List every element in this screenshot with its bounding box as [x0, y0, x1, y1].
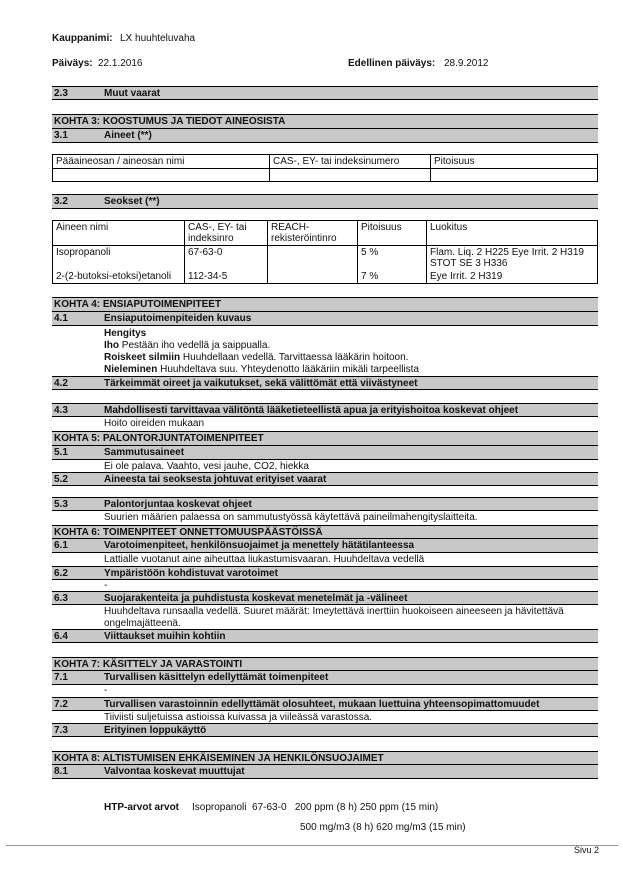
table-cell	[431, 169, 598, 182]
eye-first-aid	[104, 352, 408, 363]
section-number: 5.1	[54, 447, 68, 458]
table-cell: 5 %	[358, 246, 427, 271]
date-value: 22.1.2016	[98, 58, 143, 69]
htp-line-1: Isopropanoli 67-63-0 200 ppm (8 h) 250 ppm (15 min)	[192, 802, 439, 813]
section-title: Erityinen loppukäyttö	[104, 725, 207, 736]
subsection-8-1	[52, 765, 598, 779]
table-cell: 2-(2-butoksi-etoksi)etanoli	[53, 270, 185, 284]
section-8-header	[52, 751, 598, 765]
table-cell: Isopropanoli	[53, 246, 185, 271]
table-row	[53, 169, 598, 182]
section-title: Mahdollisesti tarvittavaa välitöntä lääketieteellistä apua ja erityishoitoa koskevat ohjeet	[104, 405, 519, 416]
section-number: 7.2	[54, 699, 68, 710]
subsection-4-3	[52, 403, 598, 417]
section-title: Valvontaa koskevat muuttujat	[104, 766, 245, 777]
subsection-3-1	[52, 128, 598, 143]
section-number: 6.2	[54, 568, 68, 579]
mixtures-table	[52, 220, 598, 284]
section-number: 8.1	[54, 766, 68, 777]
body-text: Ei ole palava. Vaahto, vesi jauhe, CO2, hiekka	[104, 461, 309, 472]
table-header-cell: Aineen nimi	[53, 221, 185, 246]
body-text: Hoito oireiden mukaan	[104, 418, 205, 429]
section-number: 6.3	[54, 593, 68, 604]
section-5-header	[52, 431, 598, 446]
section-heading: KOHTA 7: KÄSITTELY JA VARASTOINTI	[54, 659, 243, 670]
subsection-4-2	[52, 376, 598, 390]
table-header-cell: Pääaineosan / aineosan nimi	[53, 155, 270, 169]
section-number: 3.1	[54, 130, 68, 141]
subsection-6-3	[52, 591, 598, 605]
section-title: Ensiaputoimenpiteiden kuvaus	[104, 313, 252, 324]
section-heading: KOHTA 8: ALTISTUMISEN EHKÄISEMINEN JA HENKILÖNSUOJAIMET	[54, 753, 384, 764]
section-number: 5.3	[54, 499, 68, 510]
section-heading: KOHTA 3: KOOSTUMUS JA TIEDOT AINEOSISTA	[54, 116, 286, 127]
htp-label: HTP-arvot arvot	[104, 802, 180, 813]
section-number: 4.2	[54, 378, 68, 389]
subsection-4-1	[52, 312, 598, 326]
section-title: Aineesta tai seoksesta johtuvat erityiset vaarat	[104, 474, 327, 485]
subsection-6-1	[52, 539, 598, 553]
ingestion-label: Nieleminen	[104, 364, 158, 375]
section-title: Sammutusaineet	[104, 447, 185, 458]
section-number: 4.3	[54, 405, 68, 416]
section-heading: KOHTA 5: PALONTORJUNTATOIMENPITEET	[54, 433, 264, 444]
table-header-cell: CAS-, EY- tai indeksinumero	[270, 155, 431, 169]
subsection-6-2	[52, 566, 598, 580]
body-text: -	[104, 580, 108, 591]
table-header-cell: Pitoisuus	[431, 155, 598, 169]
date-label: Päiväys:	[52, 58, 93, 69]
table-header-cell: Luokitus	[427, 221, 598, 246]
prev-date-label: Edellinen päiväys:	[348, 58, 436, 69]
table-cell	[268, 270, 358, 284]
body-text: Suurien määrien palaessa on sammutustyössä käytettävä paineilmahengityslaitteita.	[104, 512, 478, 523]
section-title: Seokset (**)	[104, 196, 160, 207]
table-cell	[268, 246, 358, 271]
subsection-7-1	[52, 671, 598, 685]
ingestion-first-aid	[104, 364, 419, 375]
table-row	[53, 246, 598, 271]
section-title: Tärkeimmät oireet ja vaikutukset, sekä välittömät että viivästyneet	[104, 378, 418, 389]
section-title: Palontorjuntaa koskevat ohjeet	[104, 499, 252, 510]
section-heading: KOHTA 6: TOIMENPITEET ONNETTOMUUSPÄÄSTÖISSÄ	[54, 527, 323, 538]
section-number: 6.4	[54, 631, 68, 642]
section-number: 2.3	[54, 88, 68, 99]
section-3-header	[52, 114, 598, 128]
table-header-row	[53, 221, 598, 246]
page-number: Sivu 2	[574, 845, 600, 855]
section-2-3-bar	[52, 86, 598, 100]
table-row	[53, 270, 598, 284]
eye-label: Roiskeet silmiin	[104, 352, 181, 363]
section-7-header	[52, 657, 598, 671]
subsection-3-2	[52, 194, 598, 209]
skin-first-aid	[104, 340, 270, 351]
section-number: 6.1	[54, 540, 68, 551]
skin-text: Pestään iho vedellä ja saippualla.	[121, 340, 271, 351]
table-header-cell: CAS-, EY- tai indeksinro	[185, 221, 268, 246]
section-number: 5.2	[54, 474, 68, 485]
body-text: Tiiviisti suljetuissa astioissa kuivassa ja viileässä varastossa.	[104, 712, 373, 723]
section-title: Turvallisen varastoinnin edellyttämät olosuhteet, mukaan luettuina yhteensopimattomuudet	[104, 699, 540, 710]
section-title: Muut vaarat	[104, 88, 161, 99]
eye-text: Huuhdellaan vedellä. Tarvittaessa lääkärin hoitoon.	[182, 352, 409, 363]
subsection-6-4	[52, 629, 598, 643]
section-title: Ympäristöön kohdistuvat varotoimet	[104, 568, 278, 579]
section-title: Suojarakenteita ja puhdistusta koskevat menetelmät ja -välineet	[104, 593, 408, 604]
body-text: ongelmajätteenä.	[104, 618, 181, 629]
htp-line-2: 500 mg/m3 (8 h) 620 mg/m3 (15 min)	[300, 822, 466, 833]
body-text: Huuhdeltava runsaalla vedellä. Suuret määrät: Imeytettävä inerttiin huokoiseen aineeseen ja hävitettävä	[104, 606, 564, 617]
table-cell: Flam. Liq. 2 H225 Eye Irrit. 2 H319 STOT SE 3 H336	[427, 246, 598, 271]
section-title: Viittaukset muihin kohtiin	[104, 631, 226, 642]
section-title: Turvallisen käsittelyn edellyttämät toimenpiteet	[104, 672, 329, 683]
subsection-5-2	[52, 472, 598, 486]
body-text: -	[104, 685, 108, 696]
hengitys-label: Hengitys	[104, 328, 147, 339]
table-cell: Eye Irrit. 2 H319	[427, 270, 598, 284]
section-title: Aineet (**)	[104, 130, 152, 141]
prev-date-value: 28.9.2012	[444, 58, 489, 69]
table-cell: 7 %	[358, 270, 427, 284]
subsection-5-1	[52, 446, 598, 460]
section-number: 3.2	[54, 196, 68, 207]
table-header-cell: Pitoisuus	[358, 221, 427, 246]
subsection-7-2	[52, 697, 598, 711]
section-number: 4.1	[54, 313, 68, 324]
section-6-header	[52, 525, 598, 539]
section-heading: KOHTA 4: ENSIAPUTOIMENPITEET	[54, 299, 222, 310]
table-cell: 112-34-5	[185, 270, 268, 284]
section-number: 7.3	[54, 725, 68, 736]
substances-table	[52, 154, 598, 182]
table-cell: 67-63-0	[185, 246, 268, 271]
section-title: Varotoimenpiteet, henkilönsuojaimet ja menettely hätätilanteessa	[104, 540, 415, 551]
product-name: LX huuhteluvaha	[120, 33, 196, 44]
footer-divider	[6, 845, 618, 846]
section-number: 7.1	[54, 672, 68, 683]
ingestion-text: Huuhdeltava suu. Yhteydenotto lääkäriin mikäli tarpeellista	[160, 364, 419, 375]
table-header-cell: REACH-rekisteröintinro	[268, 221, 358, 246]
product-label: Kauppanimi:	[52, 33, 113, 44]
table-header-row	[53, 155, 598, 169]
subsection-7-3	[52, 723, 598, 737]
table-cell	[53, 169, 270, 182]
table-cell	[270, 169, 431, 182]
subsection-5-3	[52, 497, 598, 511]
body-text: Lattialle vuotanut aine aiheuttaa liukastumisvaaran. Huuhdeltava vedellä	[104, 554, 425, 565]
section-4-header	[52, 297, 598, 312]
skin-label: Iho	[104, 340, 119, 351]
